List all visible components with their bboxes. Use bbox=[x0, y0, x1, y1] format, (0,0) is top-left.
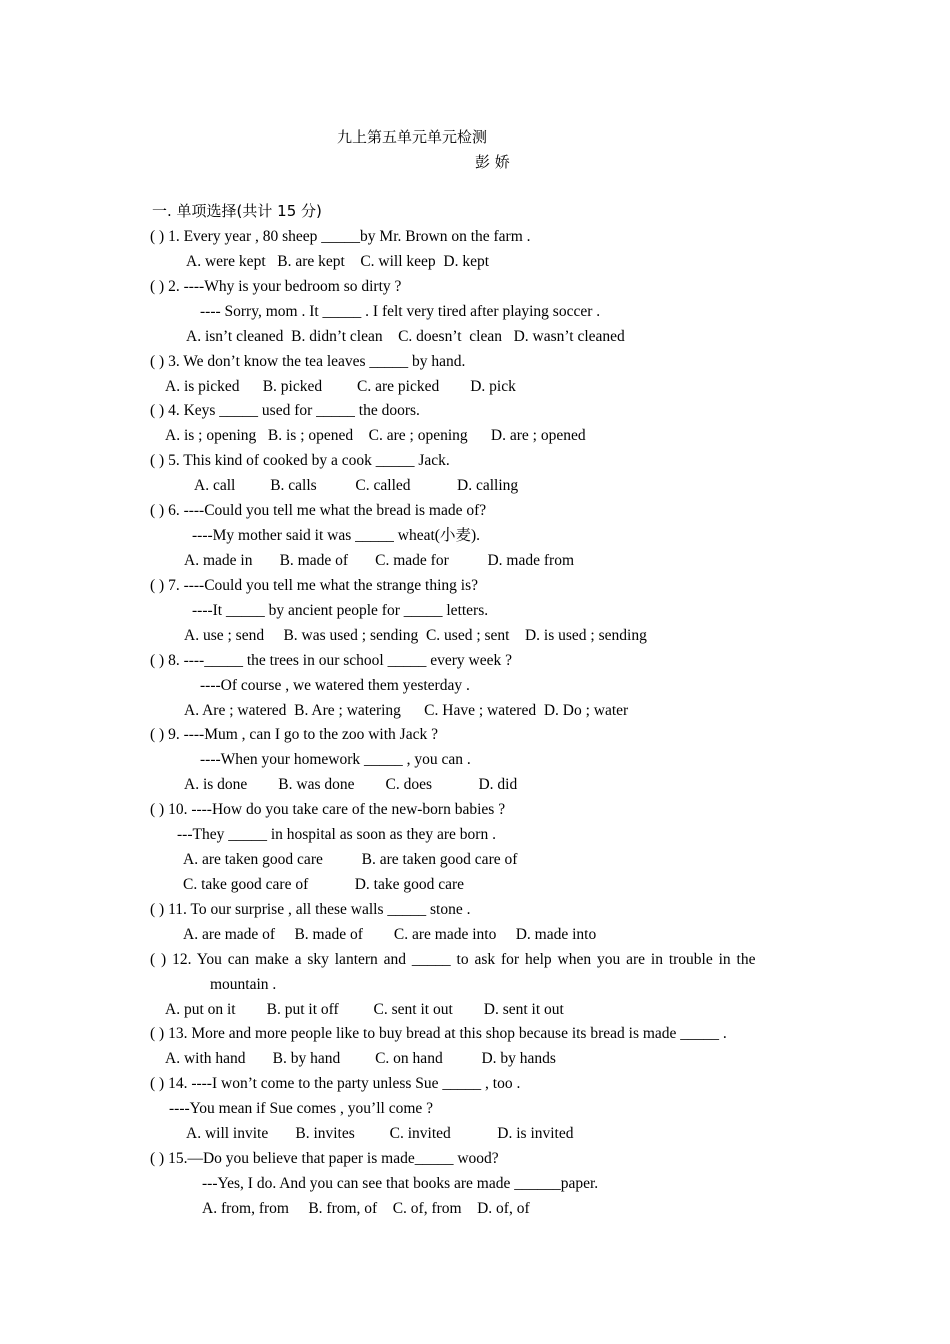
question-11: ( ) 11. To our surprise , all these walls _____ stone . bbox=[150, 901, 471, 918]
question-12-continued: mountain . bbox=[210, 976, 277, 993]
question-4-options: A. is ; opening B. is ; opened C. are ; opening D. are ; opened bbox=[165, 427, 586, 444]
question-8: ( ) 8. ----_____ the trees in our school _____ every week ? bbox=[150, 652, 512, 669]
question-10-options-row2: C. take good care of D. take good care bbox=[183, 876, 465, 893]
question-3: ( ) 3. We don’t know the tea leaves _____ by hand. bbox=[150, 353, 466, 370]
question-9-reply: ----When your homework _____ , you can . bbox=[200, 751, 471, 768]
question-6-options: A. made in B. made of C. made for D. made from bbox=[184, 552, 574, 569]
question-12: ( ) 12. You can make a sky lantern and _____ to ask for help when you are in trouble in the bbox=[150, 951, 756, 968]
question-6: ( ) 6. ----Could you tell me what the bread is made of? bbox=[150, 502, 487, 519]
question-6-reply: ----My mother said it was _____ wheat(小麦). bbox=[192, 527, 480, 544]
page-title: 九上第五单元单元检测 bbox=[337, 128, 488, 146]
question-13-options: A. with hand B. by hand C. on hand D. by hands bbox=[165, 1050, 556, 1067]
question-9-options: A. is done B. was done C. does D. did bbox=[184, 776, 518, 793]
question-14-options: A. will invite B. invites C. invited D. is invited bbox=[186, 1125, 574, 1142]
question-5: ( ) 5. This kind of cooked by a cook _____ Jack. bbox=[150, 452, 450, 469]
question-2: ( ) 2. ----Why is your bedroom so dirty ? bbox=[150, 278, 402, 295]
question-5-options: A. call B. calls C. called D. calling bbox=[194, 477, 519, 494]
question-14-reply: ----You mean if Sue comes , you’ll come ? bbox=[169, 1100, 434, 1117]
question-10: ( ) 10. ----How do you take care of the new-born babies ? bbox=[150, 801, 506, 818]
question-15-options: A. from, from B. from, of C. of, from D. of, of bbox=[202, 1200, 530, 1217]
question-10-reply: ---They _____ in hospital as soon as they are born . bbox=[177, 826, 496, 843]
question-8-reply: ----Of course , we watered them yesterday . bbox=[200, 677, 470, 694]
question-15-reply: ---Yes, I do. And you can see that books are made ______paper. bbox=[202, 1175, 599, 1192]
question-9: ( ) 9. ----Mum , can I go to the zoo with Jack ? bbox=[150, 726, 438, 743]
question-8-options: A. Are ; watered B. Are ; watering C. Have ; watered D. Do ; water bbox=[184, 702, 629, 719]
section-heading: 一. 单项选择(共计 15 分) bbox=[152, 202, 322, 220]
question-3-options: A. is picked B. picked C. are picked D. pick bbox=[165, 378, 516, 395]
question-15: ( ) 15.—Do you believe that paper is made_____ wood? bbox=[150, 1150, 499, 1167]
question-11-options: A. are made of B. made of C. are made into D. made into bbox=[183, 926, 597, 943]
question-1-options: A. were kept B. are kept C. will keep D. kept bbox=[186, 253, 490, 270]
question-2-reply: ---- Sorry, mom . It _____ . I felt very tired after playing soccer . bbox=[200, 303, 601, 320]
question-14: ( ) 14. ----I won’t come to the party unless Sue _____ , too . bbox=[150, 1075, 521, 1092]
question-12-options: A. put on it B. put it off C. sent it out D. sent it out bbox=[165, 1001, 564, 1018]
question-7: ( ) 7. ----Could you tell me what the strange thing is? bbox=[150, 577, 479, 594]
question-7-options: A. use ; send B. was used ; sending C. used ; sent D. is used ; sending bbox=[184, 627, 647, 644]
author-name: 彭 娇 bbox=[475, 153, 510, 171]
question-7-reply: ----It _____ by ancient people for _____ letters. bbox=[192, 602, 489, 619]
question-1: ( ) 1. Every year , 80 sheep _____by Mr. Brown on the farm . bbox=[150, 228, 531, 245]
question-10-options-row1: A. are taken good care B. are taken good care of bbox=[183, 851, 518, 868]
question-2-options: A. isn’t cleaned B. didn’t clean C. doesn’t clean D. wasn’t cleaned bbox=[186, 328, 625, 345]
question-13: ( ) 13. More and more people like to buy bread at this shop because its bread is made _____ . bbox=[150, 1025, 727, 1042]
question-4: ( ) 4. Keys _____ used for _____ the doors. bbox=[150, 402, 420, 419]
